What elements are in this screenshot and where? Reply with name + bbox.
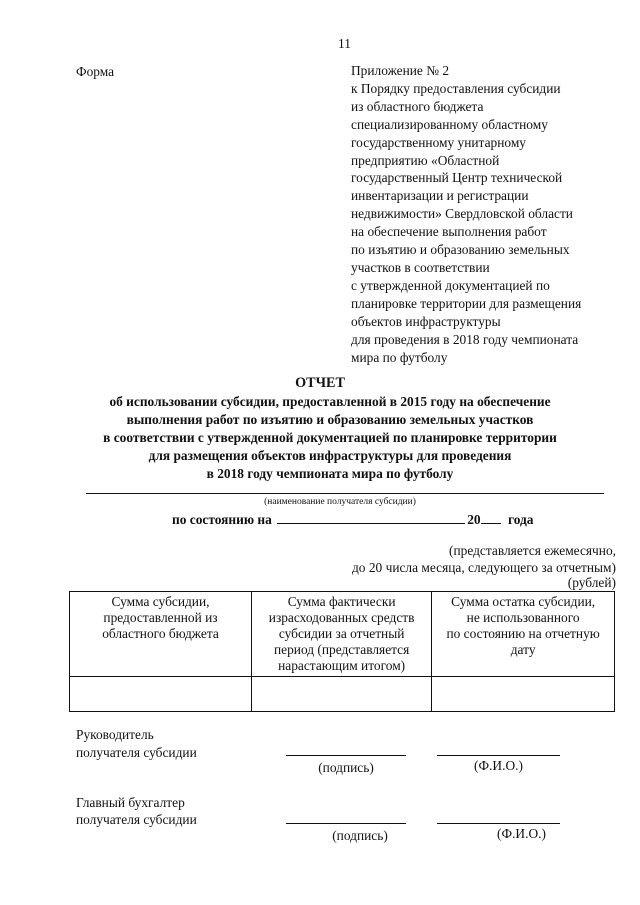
appendix-line: с утвержденной документацией по: [351, 277, 550, 293]
accountant-label-line2: получателя субсидии: [76, 812, 197, 827]
table-header-cell: [70, 592, 252, 677]
appendix-line: специализированному областному: [351, 116, 548, 132]
report-title: ОТЧЕТ: [295, 375, 345, 391]
status-year-field[interactable]: [481, 512, 501, 524]
status-year-prefix: 20: [467, 512, 481, 527]
submission-deadline-note: до 20 числа месяца, следующего за отчетным): [351, 560, 616, 575]
head-name-caption: (Ф.И.О.): [474, 758, 523, 773]
subtitle-line: выполнения работ по изъятию и образованию земельных участков: [126, 411, 534, 427]
table-header-cell: [432, 592, 615, 677]
head-label-line1: Руководитель: [76, 727, 154, 742]
header-text: субсидии за отчетный: [278, 626, 405, 641]
appendix-line: государственному унитарному: [351, 134, 526, 150]
status-prefix: по состоянию на: [172, 512, 272, 527]
header-text: Сумма фактически: [287, 594, 396, 609]
accountant-signature-caption: (подпись): [332, 828, 388, 843]
appendix-line: на обеспечение выполнения работ: [351, 224, 547, 240]
appendix-line: объектов инфраструктуры: [351, 313, 501, 329]
header-text: период (представляется: [273, 642, 410, 657]
subtitle-line: в 2018 году чемпионата мира по футболу: [206, 465, 454, 481]
head-signature-field[interactable]: [286, 755, 406, 756]
header-text: нарастающим итогом): [278, 658, 406, 673]
appendix-line: участков в соответствии: [351, 259, 490, 275]
appendix-line: инвентаризации и регистрации: [351, 188, 529, 204]
status-suffix: года: [507, 512, 534, 527]
subsidy-report-table: [69, 591, 615, 712]
appendix-line: по изъятию и образованию земельных: [351, 242, 570, 258]
remaining-amount-cell[interactable]: [432, 677, 615, 712]
head-label-line2: получателя субсидии: [76, 745, 197, 760]
appendix-line: Приложение № 2: [351, 63, 450, 78]
submission-note: (представляется ежемесячно,: [449, 543, 616, 558]
appendix-line: из областного бюджета: [351, 98, 484, 114]
subtitle-line: в соответствии с утвержденной документацией по планировке территории: [103, 429, 557, 445]
head-name-field[interactable]: [437, 755, 560, 756]
table-header-row: [70, 592, 615, 677]
subtitle-line: для размещения объектов инфраструктуры для проведения: [148, 447, 512, 463]
subsidy-amount-cell[interactable]: [70, 677, 252, 712]
recipient-name-field[interactable]: [86, 493, 604, 494]
status-date-row: [172, 512, 534, 528]
subtitle-line: об использовании субсидии, предоставленной в 2015 году на обеспечение: [109, 394, 551, 409]
header-text: по состоянию на отчетную: [446, 626, 600, 641]
accountant-label-line1: Главный бухгалтер: [76, 795, 185, 810]
accountant-name-field[interactable]: [437, 823, 560, 824]
accountant-signature-field[interactable]: [286, 823, 406, 824]
status-date-field[interactable]: [277, 512, 465, 524]
appendix-line: мира по футболу: [351, 349, 448, 365]
currency-unit-note: (рублей): [567, 575, 616, 590]
report-subtitle: [0, 393, 640, 483]
form-label: Форма: [76, 64, 115, 79]
appendix-line: планировке территории для размещения: [351, 295, 582, 311]
appendix-line: к Порядку предоставления субсидии: [351, 80, 561, 96]
header-text: дату: [510, 642, 536, 657]
appendix-line: государственный Центр технической: [351, 170, 563, 186]
appendix-block: [351, 62, 581, 366]
page-number: 11: [338, 36, 351, 51]
header-text: Сумма остатка субсидии,: [451, 594, 596, 609]
head-signature-caption: (подпись): [318, 760, 374, 775]
appendix-line: предприятию «Областной: [351, 152, 500, 168]
header-text: областного бюджета: [102, 626, 219, 641]
accountant-name-caption: (Ф.И.О.): [497, 826, 546, 841]
header-text: Сумма субсидии,: [111, 594, 210, 609]
appendix-line: недвижимости» Свердловской области: [351, 206, 573, 222]
table-header-cell: [252, 592, 432, 677]
header-text: не использованного: [466, 610, 580, 625]
appendix-line: для проведения в 2018 году чемпионата: [351, 331, 579, 347]
spent-amount-cell[interactable]: [252, 677, 432, 712]
header-text: израсходованных средств: [268, 610, 415, 625]
recipient-caption: (наименование получателя субсидии): [264, 497, 416, 507]
table-row: [70, 677, 615, 712]
header-text: предоставленной из: [103, 610, 218, 625]
